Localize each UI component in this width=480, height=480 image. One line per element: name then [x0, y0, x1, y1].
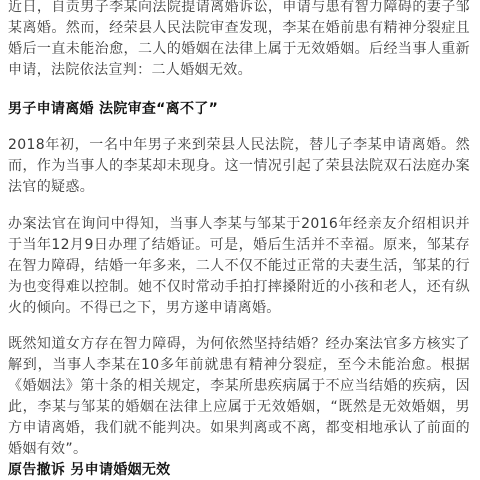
paragraph-legal-reasoning: 既然知道女方存在智力障碍，为何依然坚持结婚？经办案法官多方核实了解到，当事人李某在10多年前就患有精神分裂症，至今未能治愈。根据《婚姻法》第十条的相关规定，李某所患疾病属于不应当结婚的疾病，因此，李某与邹某的婚姻在法律上应属于无效婚姻，“既然是无效婚姻，男方申请离婚，我们就不能判决。如果判离或不离，都变相地承认了前面的婚姻有效”。 — [8, 336, 470, 457]
section-heading-divorce-application: 男子申请离婚 法院审查“离不了” — [8, 101, 219, 117]
section-heading-withdrawal: 原告撤诉 另申请婚姻无效 — [8, 462, 171, 478]
paragraph-case-start: 2018年初，一名中年男子来到荣县人民法院，替儿子李某申请离婚。然而，作为当事人的李某却未现身。这一情况引起了荣县法院双石法庭办案法官的疑惑。 — [8, 137, 470, 195]
paragraph-background: 办案法官在询问中得知，当事人李某与邹某于2016年经亲友介绍相识并于当年12月9日办理了结婚证。可是，婚后生活并不幸福。原来，邹某存在智力障碍，结婚一年多来，二人不仅不能过正常的夫妻生活，邹某的行为也变得难以控制。她不仅时常动手拍打摔搡附近的小孩和老人，还有纵火的倾向。不得已之下，男方遂申请离婚。 — [8, 216, 470, 316]
paragraph-intro: 近日，自贡男子李某向法院提请离婚诉讼，申请与患有智力障碍的妻子邹某离婚。然而，经荣县人民法院审查发现，李某在婚前患有精神分裂症且婚后一直未能治愈，二人的婚姻在法律上属于无效婚姻。后经当事人重新申请，法院依法宣判：二人婚姻无效。 — [8, 0, 470, 78]
